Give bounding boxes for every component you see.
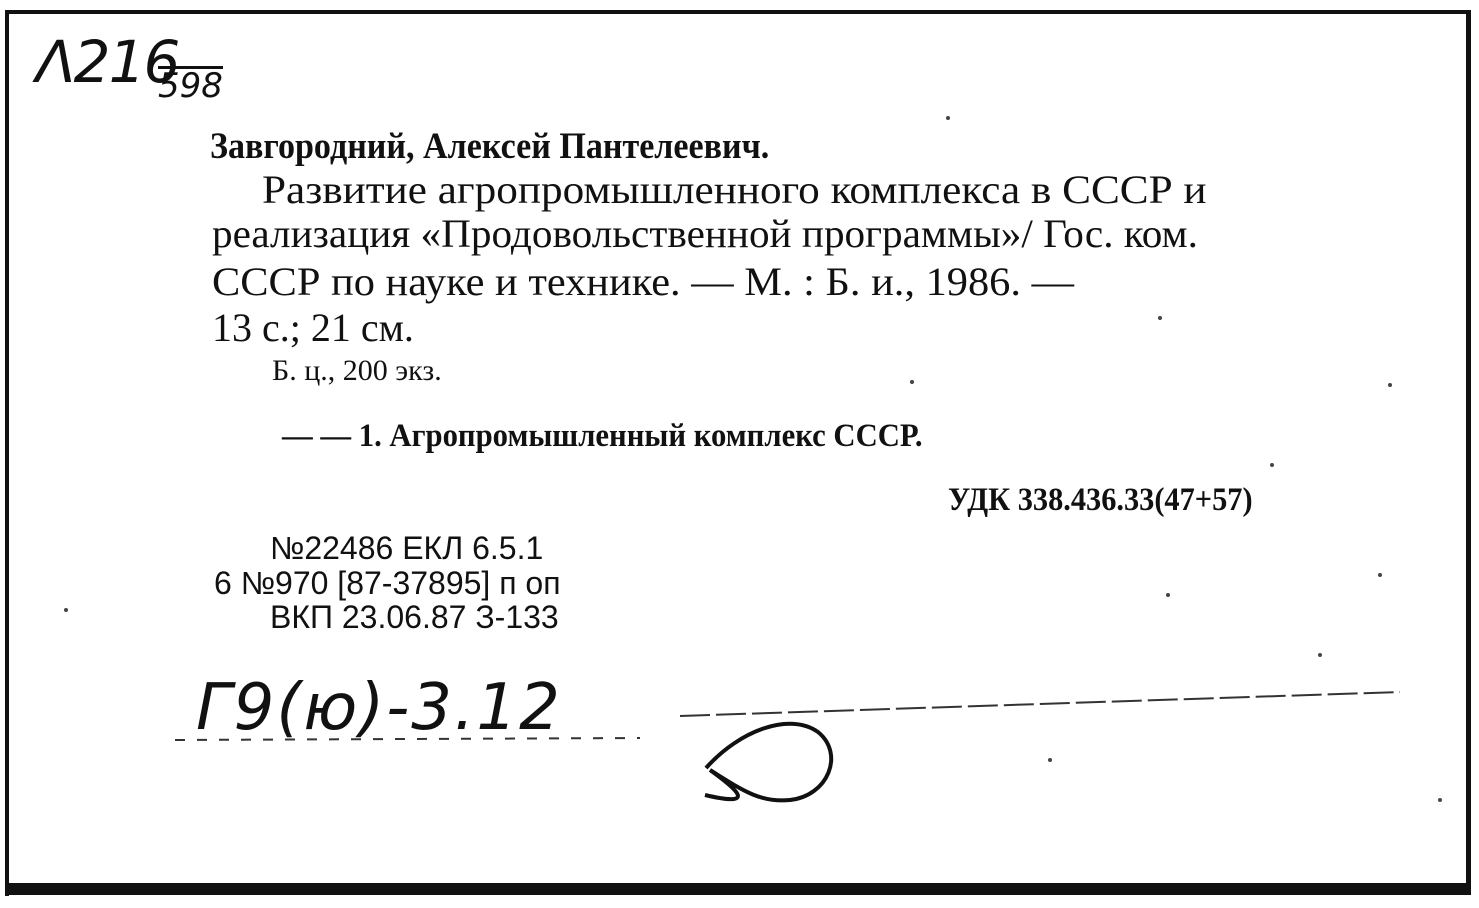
speck	[1158, 316, 1162, 320]
speck	[1388, 383, 1392, 387]
speck	[1318, 653, 1322, 657]
inventory-suffix: 598	[158, 66, 223, 106]
price-note: Б. ц., 200 экз.	[272, 354, 442, 387]
title-line: СССР по науке и технике. — М. : Б. и., 1986. —	[212, 259, 1074, 304]
dashed-line-left	[175, 738, 640, 740]
dashed-line-right	[680, 692, 1400, 716]
loop-scribble	[705, 724, 831, 801]
stamp-line: №22486 ЕКЛ 6.5.1	[270, 530, 544, 566]
author-heading: Завгородний, Алексей Пантелеевич.	[210, 126, 770, 167]
speck	[64, 608, 68, 612]
inventory-number: Λ216	[36, 28, 179, 96]
speck	[1048, 758, 1052, 762]
title-line: реализация «Продовольственной программы»/ Гос. ком.	[212, 211, 1198, 256]
title-line: 13 с.; 21 см.	[212, 305, 414, 350]
speck	[1270, 463, 1274, 467]
speck	[946, 116, 950, 120]
speck	[1438, 798, 1442, 802]
stamp-line: 6 №970 [87-37895] п оп	[214, 565, 561, 601]
stamp-line: ВКП 23.06.87 З-133	[270, 599, 559, 635]
speck	[1378, 573, 1382, 577]
shelf-mark: Г9(ю)-3.12	[196, 671, 562, 745]
speck	[910, 380, 914, 384]
udk-code: УДК 338.436.33(47+57)	[948, 482, 1253, 518]
title-line: Развитие агропромышленного комплекса в СССР и	[262, 167, 1207, 212]
speck	[1166, 593, 1170, 597]
subject-tracing: — — 1. Агропромышленный комплекс СССР.	[282, 418, 923, 454]
